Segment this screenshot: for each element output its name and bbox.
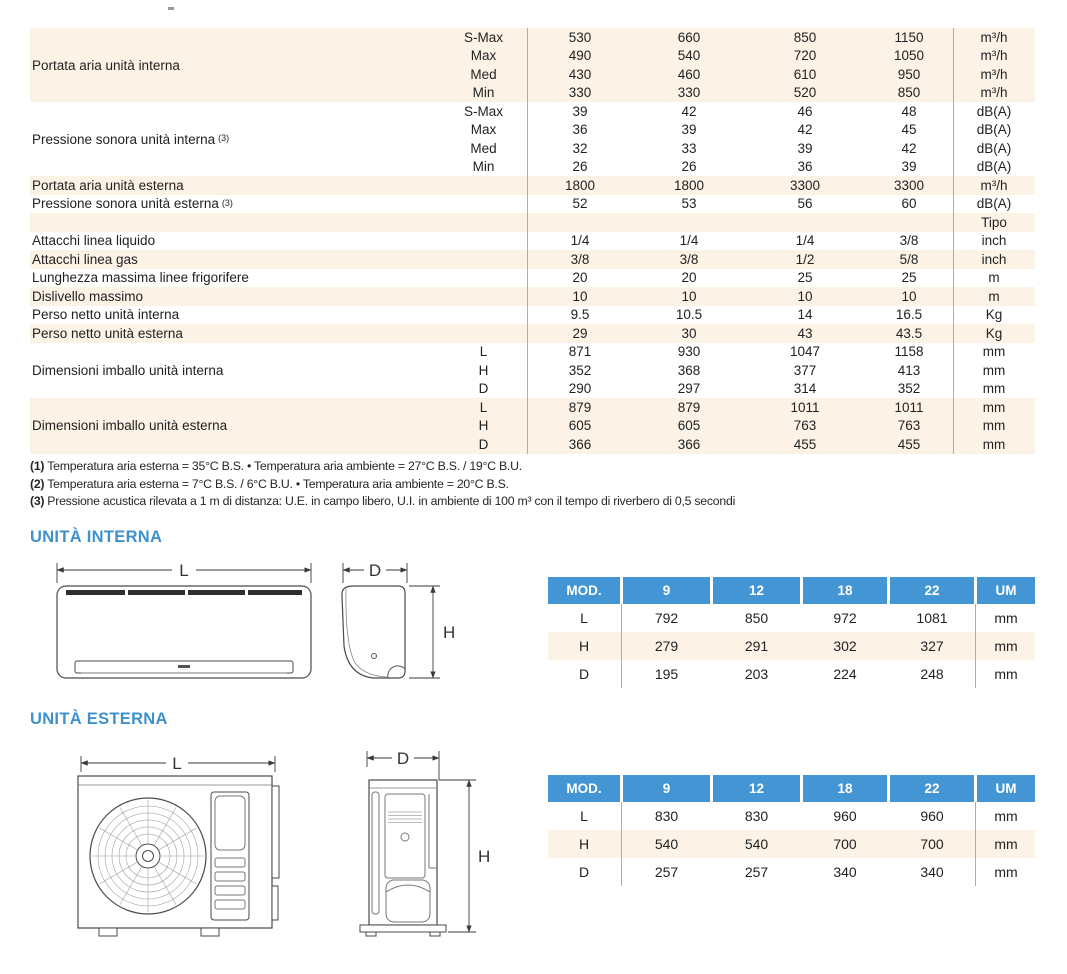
dimension-value: 830	[744, 808, 769, 824]
fan-grille	[90, 798, 206, 914]
model-header: 12	[713, 775, 800, 802]
spec-value: 43	[797, 325, 813, 341]
spec-value: 9.5	[570, 307, 590, 323]
spec-unit: m	[988, 288, 1000, 304]
spec-value: 10	[797, 288, 813, 304]
spec-row-label: Dislivello massimo	[32, 288, 144, 304]
outdoor-front-view	[78, 776, 279, 936]
mounting-foot	[99, 928, 117, 936]
dimension-value: 257	[744, 864, 769, 880]
column-divider-line	[953, 28, 954, 454]
spec-value: 52	[572, 196, 588, 212]
spec-value: 368	[677, 362, 701, 378]
spec-value: 3/8	[899, 233, 919, 249]
spec-value: 1047	[789, 344, 821, 360]
dimension-row-label: L	[580, 808, 588, 824]
spec-unit: Kg	[985, 307, 1003, 323]
spec-value: 413	[897, 362, 921, 378]
spec-group	[30, 195, 1035, 214]
column-divider-line	[527, 28, 528, 454]
spec-value: 56	[797, 196, 813, 212]
footnote-ref: (3)	[218, 133, 230, 143]
column-divider-line	[621, 802, 622, 886]
spec-value: 330	[677, 85, 701, 101]
spec-group-rows	[440, 102, 1035, 176]
spec-value: 460	[677, 66, 701, 82]
spec-row	[440, 269, 1035, 288]
spec-unit: mm	[982, 381, 1006, 397]
spec-unit: m³/h	[980, 29, 1008, 45]
spec-group-rows	[440, 195, 1035, 214]
spec-value: 3300	[893, 177, 925, 193]
spec-group	[30, 398, 1035, 454]
dimension-unit: mm	[994, 638, 1018, 654]
spec-group-rows	[440, 287, 1035, 306]
spec-value: 53	[681, 196, 697, 212]
spec-row	[440, 287, 1035, 306]
spec-sub-label: Max	[470, 122, 497, 138]
spec-value: 1050	[893, 48, 925, 64]
dimension-row-label: H	[578, 836, 590, 852]
dimension-value: 340	[920, 864, 944, 880]
spec-row-label: Dimensioni imballo unità esterna	[32, 418, 228, 434]
column-divider-line	[975, 802, 976, 886]
side-protrusion	[272, 886, 278, 920]
column-divider-line	[621, 604, 622, 688]
dimension-value: 700	[833, 836, 857, 852]
dimension-value: 792	[654, 610, 679, 626]
spec-value: 879	[677, 399, 701, 415]
model-header: 12	[713, 577, 800, 604]
spec-unit: m³/h	[980, 85, 1008, 101]
spec-value: 10	[901, 288, 917, 304]
spec-row-label: Attacchi linea gas	[32, 251, 138, 267]
dimension-value: 960	[920, 808, 944, 824]
spec-value: 314	[793, 381, 817, 397]
spec-value: 660	[677, 29, 701, 45]
spec-value: 14	[797, 307, 813, 323]
spec-table	[30, 28, 1035, 454]
dimension-table-header	[548, 577, 1035, 604]
spec-sub-label: D	[478, 436, 489, 452]
spec-unit: inch	[981, 251, 1007, 267]
dimension-value: 830	[654, 808, 679, 824]
spec-value: 39	[797, 140, 813, 156]
spec-row	[440, 398, 1035, 417]
base-plate	[360, 925, 446, 932]
spec-value: 430	[568, 66, 592, 82]
spec-group	[30, 176, 1035, 195]
spec-sub-label: D	[478, 381, 489, 397]
spec-group-rows	[440, 398, 1035, 454]
spec-value: 1/4	[679, 233, 699, 249]
spec-value: 1011	[790, 399, 820, 415]
model-header: 18	[803, 577, 887, 604]
spec-value: 1/2	[795, 251, 815, 267]
spec-value: 3300	[789, 177, 821, 193]
depth-dimension-label: D	[396, 749, 410, 768]
spec-group-rows	[440, 250, 1035, 269]
mounting-foot	[201, 928, 219, 936]
dimension-value: 1081	[916, 610, 948, 626]
spec-row-label: Portata aria unità interna	[32, 57, 180, 73]
spec-value: 48	[901, 103, 917, 119]
spec-value: 605	[568, 418, 592, 434]
spec-row-label: Lunghezza massima linee frigorifere	[32, 270, 249, 286]
length-dimension-label: L	[172, 754, 182, 773]
dimension-value: 224	[833, 666, 857, 682]
spec-value: 490	[568, 48, 592, 64]
spec-value: 30	[681, 325, 697, 341]
dimension-unit: mm	[994, 666, 1018, 682]
indoor-unit-dimension-table	[548, 577, 1035, 688]
dimension-table-header	[548, 775, 1035, 802]
spec-group	[30, 232, 1035, 251]
spec-row	[440, 250, 1035, 269]
footnote-marker: (2)	[30, 476, 45, 491]
spec-value: 610	[793, 66, 817, 82]
spec-value: 39	[901, 159, 917, 175]
spec-sub-label: Min	[472, 159, 495, 175]
spec-value: 1/4	[795, 233, 815, 249]
length-dimension-label: L	[179, 561, 189, 580]
spec-value: 1150	[894, 29, 924, 45]
spec-row	[440, 232, 1035, 251]
spec-unit: mm	[982, 399, 1006, 415]
dimension-value: 195	[654, 666, 679, 682]
indoor-front-view	[57, 586, 311, 678]
outdoor-unit-dimension-drawing	[35, 740, 505, 950]
spec-sub-label: S-Max	[463, 29, 503, 45]
spec-value: 605	[677, 418, 701, 434]
dimension-value: 850	[744, 610, 769, 626]
spec-unit: dB(A)	[976, 122, 1012, 138]
spec-row	[440, 65, 1035, 84]
spec-row-label	[30, 213, 440, 232]
compressor	[386, 880, 430, 922]
spec-row	[440, 84, 1035, 103]
dimension-value: 248	[920, 666, 944, 682]
spec-row	[440, 121, 1035, 140]
depth-dimension-label: D	[368, 561, 382, 580]
spec-value: 20	[681, 270, 697, 286]
spec-unit: dB(A)	[976, 196, 1012, 212]
spec-value: 950	[897, 66, 921, 82]
dimension-value: 203	[744, 666, 769, 682]
model-header: 9	[623, 577, 710, 604]
spec-sub-label: Max	[470, 48, 497, 64]
side-panel	[211, 792, 249, 920]
spec-value: 540	[677, 48, 701, 64]
dimension-value: 700	[920, 836, 944, 852]
spec-group	[30, 306, 1035, 325]
spec-group-rows	[440, 176, 1035, 195]
dimension-value: 302	[833, 638, 857, 654]
dimension-row-label: D	[578, 666, 590, 682]
spec-row	[440, 324, 1035, 343]
spec-row-label: Attacchi linea liquido	[32, 233, 156, 249]
spec-row	[440, 435, 1035, 454]
spec-value: 3/8	[570, 251, 590, 267]
spec-value: 3/8	[679, 251, 699, 267]
column-divider-line	[975, 604, 976, 688]
spec-value: 871	[568, 344, 592, 360]
spec-unit: mm	[982, 344, 1006, 360]
spec-value: 330	[568, 85, 592, 101]
spec-value: 850	[793, 29, 817, 45]
outdoor-unit-dimension-table	[548, 775, 1035, 886]
spec-row-label: Pressione sonora unità esterna (3)	[32, 196, 233, 212]
spec-unit: m³/h	[980, 177, 1008, 193]
spec-value: 366	[568, 436, 592, 452]
spec-value: 377	[793, 362, 817, 378]
dimension-row-label: L	[580, 610, 588, 626]
height-dimension-label: H	[478, 847, 491, 866]
dimension-value: 540	[654, 836, 679, 852]
spec-row-label: Dimensioni imballo unità interna	[32, 362, 224, 378]
footnote-marker: (1)	[30, 459, 45, 473]
spec-value: 5/8	[899, 251, 919, 267]
air-inlet-strip	[66, 590, 302, 595]
spec-group	[30, 250, 1035, 269]
spec-value: 42	[797, 122, 813, 138]
spec-value: 763	[897, 418, 921, 434]
spec-value: 1158	[894, 344, 924, 360]
unit-column-header: UM	[977, 775, 1035, 802]
spec-sub-label: H	[478, 418, 489, 434]
spec-value: 60	[901, 196, 917, 212]
spec-unit: m³/h	[980, 66, 1008, 82]
spec-value: 10.5	[675, 307, 703, 323]
spec-group-rows	[440, 324, 1035, 343]
spec-value: 25	[901, 270, 917, 286]
unit-column-header: UM	[977, 577, 1035, 604]
dimension-value: 540	[744, 836, 769, 852]
spec-unit: Kg	[985, 325, 1003, 341]
dimension-value: 972	[833, 610, 857, 626]
spec-group-rows	[440, 306, 1035, 325]
spec-value: 455	[793, 436, 817, 452]
spec-value: 366	[677, 436, 701, 452]
spec-value: 46	[797, 103, 813, 119]
spec-value: 879	[568, 399, 592, 415]
dimension-unit: mm	[994, 610, 1018, 626]
footnote-line: (1) Temperatura aria esterna = 35°C B.S. • Temperatura aria ambiente = 27°C B.S. / 19°C B.U.	[30, 459, 522, 473]
spec-row	[440, 28, 1035, 47]
spec-value: 763	[793, 418, 817, 434]
spec-row	[440, 361, 1035, 380]
spec-row	[440, 47, 1035, 66]
spec-unit: Tipo	[981, 214, 1007, 230]
spec-group-rows	[440, 232, 1035, 251]
spec-sub-label: Med	[470, 140, 497, 156]
footnote-line: (3) Pressione acustica rilevata a 1 m di distanza: U.E. in campo libero, U.I. in ambiente di 100 m³ con il tempo di riverbero di 0,5 secondi	[30, 494, 736, 508]
spec-sub-label: H	[478, 362, 489, 378]
spec-value: 42	[901, 140, 917, 156]
spec-value: 520	[793, 85, 817, 101]
spec-value: 42	[681, 103, 697, 119]
model-header: 22	[890, 775, 974, 802]
spec-value: 36	[572, 122, 588, 138]
spec-value: 16.5	[895, 307, 923, 323]
cropped-row-artifact	[168, 7, 174, 10]
spec-value: 43.5	[895, 325, 923, 341]
spec-value: 1800	[564, 177, 596, 193]
outdoor-side-view	[360, 780, 446, 936]
spec-table-rows	[30, 28, 1035, 454]
model-column-header: MOD.	[548, 577, 620, 604]
dimension-value: 327	[920, 638, 944, 654]
spec-sub-label: Med	[470, 66, 497, 82]
spec-group	[30, 287, 1035, 306]
spec-value: 36	[797, 159, 813, 175]
spec-value: 10	[681, 288, 697, 304]
footnotes	[30, 458, 930, 511]
side-protrusion	[272, 786, 279, 878]
height-dimension-label: H	[443, 623, 456, 642]
spec-value: 20	[572, 270, 588, 286]
dimension-value: 340	[833, 864, 857, 880]
spec-sub-label: Min	[472, 85, 495, 101]
spec-sub-label: S-Max	[463, 103, 503, 119]
spec-value: 530	[568, 29, 592, 45]
dimension-row-label: H	[578, 638, 590, 654]
spec-value: 1/4	[570, 233, 590, 249]
spec-value: 39	[681, 122, 697, 138]
spec-value: 32	[572, 140, 588, 156]
spec-group-rows	[440, 213, 1035, 232]
footnote-ref: (3)	[221, 197, 233, 208]
spec-value: 1800	[673, 177, 705, 193]
spec-row	[440, 139, 1035, 158]
spec-value: 720	[793, 48, 817, 64]
outdoor-unit-section-title: UNITÀ ESTERNA	[30, 710, 168, 728]
spec-group-rows	[440, 28, 1035, 102]
spec-value: 455	[897, 436, 921, 452]
footnote-marker: (3)	[30, 494, 45, 508]
spec-value: 352	[897, 381, 921, 397]
spec-value: 297	[677, 381, 701, 397]
spec-value: 26	[572, 159, 588, 175]
spec-row	[440, 343, 1035, 362]
spec-unit: mm	[982, 418, 1006, 434]
spec-group-rows	[440, 269, 1035, 288]
spec-sub-label: L	[479, 399, 488, 415]
dimension-unit: mm	[994, 808, 1018, 824]
spec-value: 25	[797, 270, 813, 286]
spec-row-label: Pressione sonora unità interna (3)	[32, 131, 230, 147]
spec-sub-label: L	[479, 344, 488, 360]
spec-value: 10	[572, 288, 588, 304]
spec-row	[440, 102, 1035, 121]
spec-group	[30, 269, 1035, 288]
footnote-line: (2) Temperatura aria esterna = 7°C B.S. / 6°C B.U. • Temperatura aria ambiente = 20°C B.S.	[30, 476, 509, 491]
spec-unit: dB(A)	[976, 159, 1012, 175]
spec-group	[30, 324, 1035, 343]
dimension-value: 960	[833, 808, 857, 824]
indoor-unit-section-title: UNITÀ INTERNA	[30, 528, 163, 546]
dimension-value: 257	[654, 864, 679, 880]
dimension-unit: mm	[994, 836, 1018, 852]
spec-value: 290	[568, 381, 592, 397]
spec-value: 352	[568, 362, 592, 378]
spec-group	[30, 343, 1035, 399]
height-dimension-arrow	[439, 780, 476, 932]
spec-unit: dB(A)	[976, 103, 1012, 119]
spec-unit: m³/h	[980, 48, 1008, 64]
model-header: 22	[890, 577, 974, 604]
indoor-unit-dimension-drawing	[35, 556, 505, 701]
model-header: 18	[803, 775, 887, 802]
spec-row	[440, 417, 1035, 436]
spec-unit: dB(A)	[976, 140, 1012, 156]
spec-value: 1011	[894, 399, 924, 415]
spec-row	[440, 213, 1035, 232]
dimension-unit: mm	[994, 864, 1018, 880]
spec-group-rows	[440, 343, 1035, 399]
spec-unit: inch	[981, 233, 1007, 249]
spec-row	[440, 380, 1035, 399]
spec-value: 33	[681, 140, 697, 156]
dimension-value: 279	[654, 638, 679, 654]
spec-value: 850	[897, 85, 921, 101]
spec-row	[440, 176, 1035, 195]
dimension-value: 291	[744, 638, 769, 654]
height-dimension-arrow	[409, 586, 440, 678]
spec-unit: m	[988, 270, 1000, 286]
spec-value: 45	[901, 122, 917, 138]
spec-unit: mm	[982, 436, 1006, 452]
spec-row	[440, 158, 1035, 177]
model-header: 9	[623, 775, 710, 802]
spec-row-label: Portata aria unità esterna	[32, 177, 184, 193]
spec-value: 26	[681, 159, 697, 175]
spec-group	[30, 102, 1035, 176]
spec-row	[440, 195, 1035, 214]
spec-row	[440, 306, 1035, 325]
spec-value: 39	[572, 103, 588, 119]
indoor-side-view	[342, 586, 405, 678]
model-column-header: MOD.	[548, 775, 620, 802]
spec-value: 930	[677, 344, 701, 360]
spec-row-label: Perso netto unità esterna	[32, 325, 183, 341]
spec-row-label: Perso netto unità interna	[32, 307, 180, 323]
spec-group	[30, 28, 1035, 102]
spec-unit: mm	[982, 362, 1006, 378]
dimension-row-label: D	[578, 864, 590, 880]
spec-group	[30, 213, 1035, 232]
spec-value: 29	[572, 325, 588, 341]
